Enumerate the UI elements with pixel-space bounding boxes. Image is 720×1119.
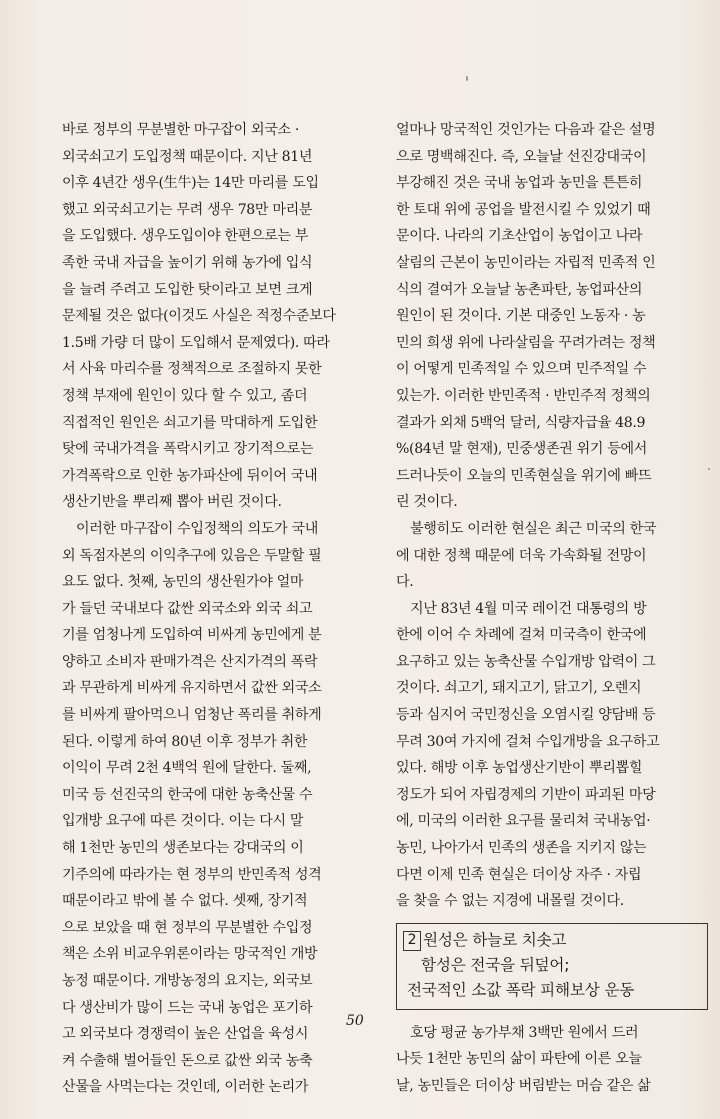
text-line: 문이다. 나라의 기초산업이 농업이고 나라 — [396, 228, 643, 245]
text-line: 등과 심지어 국민정신을 오염시킬 양담배 등 — [396, 707, 656, 724]
section-heading-line-1 — [403, 928, 707, 953]
text-line: 직접적인 원인은 쇠고기를 막대하게 도입한 — [62, 414, 318, 431]
print-speck — [708, 468, 710, 470]
text-line: 요구하고 있는 농축산물 수입개방 압력이 그 — [396, 653, 656, 670]
text-line: 가 들던 국내보다 값싼 외국소와 외국 쇠고 — [62, 600, 313, 617]
text-line: 있다. 해방 이후 농업생산기반이 뿌리뽑힐 — [396, 760, 643, 777]
left-column — [62, 117, 380, 1101]
section-heading-text-1: 원성은 하늘로 치솟고 — [423, 930, 567, 949]
text-line: 이 어떻게 민족적일 수 있으며 민주적일 수 — [396, 361, 647, 378]
text-line: 다면 이제 민족 현실은 더이상 자주 · 자립 — [396, 866, 642, 883]
text-line: 된다. 이렇게 하여 80년 이후 정부가 취한 — [62, 733, 308, 750]
text-line: 민의 희생 위에 나라살림을 꾸려가려는 정책 — [396, 334, 656, 351]
text-line: 살림의 근본이 농민이라는 자립적 민족적 인 — [396, 254, 656, 271]
page-number: 50 — [346, 1013, 364, 1029]
right-column — [396, 117, 714, 1100]
text-line: 을 도입했다. 생우도입이야 한편으로는 부 — [62, 228, 309, 245]
text-line: 기를 엄청나게 도입하여 비싸게 농민에게 분 — [62, 627, 322, 644]
text-line: 농정 때문이다. 개방농정의 요지는, 외국보 — [62, 973, 313, 989]
text-line: 드러나듯이 오늘의 민족현실을 위기에 빠뜨 — [396, 467, 652, 484]
text-line: 을 늘려 주려고 도입한 탓이라고 보면 크게 — [62, 281, 313, 298]
text-line: 원인이 된 것이다. 기본 대중인 노동자 · 농 — [396, 308, 646, 325]
text-line: 과 무관하게 비싸게 유지하면서 값싼 외국소 — [62, 680, 322, 697]
text-line: 가격폭락으로 인한 농가파산에 뒤이어 국내 — [62, 467, 318, 484]
text-line: 한 토대 위에 공업을 발전시킬 수 있었기 때 — [396, 201, 651, 218]
section-number: 2 — [403, 931, 421, 951]
text-line: 를 비싸게 팔아먹으니 엄청난 폭리를 취하게 — [62, 707, 322, 724]
print-speck — [466, 76, 468, 81]
text-line: 켜 수출해 벌어들인 돈으로 값싼 외국 농축 — [62, 1052, 313, 1069]
text-line: 호당 평균 농가부채 3백만 원에서 드러 — [410, 1024, 639, 1041]
text-line: 산물을 사먹는다는 것인데, 이러한 논리가 — [62, 1079, 309, 1096]
right-column-top-text — [396, 117, 714, 915]
text-line: 이익이 무려 2천 4백억 원에 달한다. 둘째, — [62, 760, 312, 777]
text-line: 농민, 나아가서 민족의 생존을 지키지 않는 — [396, 840, 647, 857]
text-line: 탓에 국내가격을 폭락시키고 장기적으로는 — [62, 441, 314, 458]
text-line: 족한 국내 자급을 높이기 위해 농가에 입식 — [62, 254, 313, 271]
text-line: 있는가. 이러한 반민족적 · 반민주적 정책의 — [396, 387, 651, 404]
text-line: 을 찾을 수 없는 지경에 내몰릴 것이다. — [396, 893, 624, 910]
text-line: 기주의에 따라가는 현 정부의 반민족적 성격 — [62, 866, 322, 883]
text-line: 무려 30여 가지에 걸쳐 수입개방을 요구하고 — [396, 733, 660, 750]
text-line: 에 대한 정책 때문에 더욱 가속화될 전망이 — [396, 547, 647, 564]
text-line: 이후 4년간 생우(生牛)는 14만 마리를 도입 — [62, 175, 319, 192]
text-line: 외국쇠고기 도입정책 때문이다. 지난 81년 — [62, 148, 313, 165]
text-line: 이러한 마구잡이 수입정책의 의도가 국내 — [76, 520, 319, 537]
text-line: 다. — [396, 574, 414, 591]
right-column-bottom-text — [396, 1020, 714, 1100]
text-line: 고 외국보다 경쟁력이 높은 산업을 육성시 — [62, 1026, 309, 1043]
text-line: 정도가 되어 자립경제의 기반이 파괴된 마당 — [396, 786, 656, 803]
text-line: 했고 외국쇠고기는 무려 생우 78만 마리분 — [62, 201, 313, 218]
text-line: 1.5배 가량 더 많이 도입해서 문제였다). 따라 — [62, 334, 330, 351]
section-heading-line-3: 전국적인 소값 폭락 피해보상 운동 — [407, 980, 635, 999]
text-line: 것이다. 쇠고기, 돼지고기, 닭고기, 오렌지 — [396, 680, 642, 697]
text-line: 나듯 1천만 농민의 삶이 파탄에 이른 오늘 — [396, 1051, 642, 1068]
text-line: 얼마나 망국적인 것인가는 다음과 같은 설명 — [396, 122, 656, 138]
text-line: 부강해진 것은 국내 농업과 농민을 튼튼히 — [396, 175, 643, 192]
text-line: 정책 부재에 원인이 있다 할 수 있고, 좀더 — [62, 387, 308, 404]
text-line: 에, 미국의 이러한 요구를 물리쳐 국내농업· — [396, 813, 651, 830]
text-line: 외 독점자본의 이익추구에 있음은 두말할 필 — [62, 547, 322, 564]
text-line: 문제될 것은 없다(이것도 사실은 적정수준보다 — [62, 308, 336, 325]
text-line: 불행히도 이러한 현실은 최근 미국의 한국 — [410, 520, 657, 537]
text-line: 식의 결여가 오늘날 농촌파탄, 농업파산의 — [396, 281, 643, 298]
text-line: 한에 이어 수 차례에 걸쳐 미국측이 한국에 — [396, 627, 647, 644]
text-line: 린 것이다. — [396, 494, 458, 511]
text-line: 바로 정부의 무분별한 마구잡이 외국소 · — [62, 122, 300, 138]
text-line: 서 사육 마리수를 정책적으로 조절하지 못한 — [62, 361, 322, 378]
text-line: 책은 소위 비교우위론이라는 망국적인 개방 — [62, 946, 318, 963]
text-line: 입개방 요구에 따른 것이다. 이는 다시 말 — [62, 813, 304, 830]
text-line: 미국 등 선진국의 한국에 대한 농축산물 수 — [62, 786, 313, 803]
text-line: 다 생산비가 많이 드는 국내 농업은 포기하 — [62, 999, 313, 1016]
text-line: 으로 보았을 때 현 정부의 무분별한 수입정 — [62, 919, 313, 936]
text-line: 해 1천만 농민의 생존보다는 강대국의 이 — [62, 840, 304, 857]
section-heading-box — [396, 923, 708, 1010]
text-line: 생산기반을 뿌리째 뽑아 버린 것이다. — [62, 494, 282, 511]
text-line: 때문이라고 밖에 볼 수 없다. 셋째, 장기적 — [62, 893, 308, 910]
text-line: 지난 83년 4월 미국 레이건 대통령의 방 — [410, 600, 647, 617]
text-line: 으로 명백해진다. 즉, 오늘날 선진강대국이 — [396, 148, 647, 165]
text-line: 요도 없다. 첫째, 농민의 생산원가야 얼마 — [62, 574, 304, 591]
text-line: 양하고 소비자 판매가격은 산지가격의 폭락 — [62, 653, 318, 670]
section-heading-line-2: 함성은 전국을 뒤덮어; — [421, 955, 570, 974]
text-line: 날, 농민들은 더이상 버림받는 머슴 같은 삶 — [396, 1078, 651, 1094]
text-line: %(84년 말 현재), 민중생존권 위기 등에서 — [396, 441, 648, 458]
text-line: 결과가 외채 5백억 달러, 식량자급율 48.9 — [396, 414, 646, 431]
